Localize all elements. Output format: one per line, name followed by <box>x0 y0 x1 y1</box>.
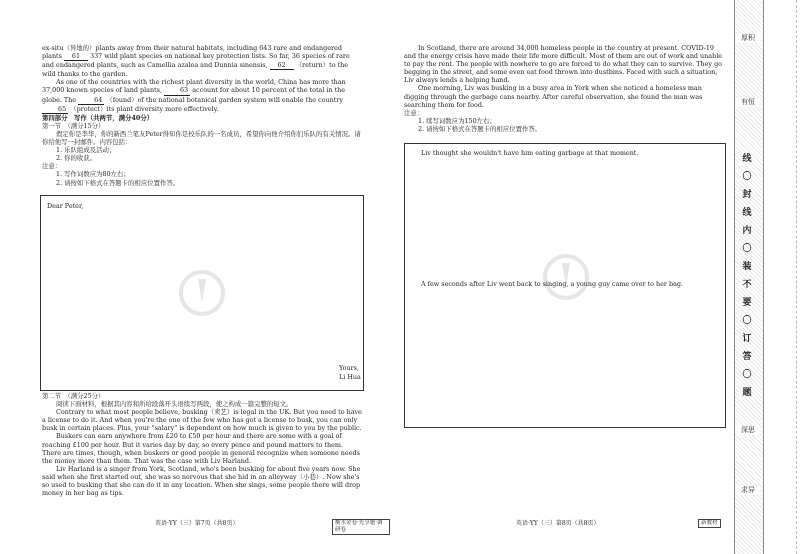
passage-paragraph: In Scotland, there are around 34,000 homeless people in the country at present. COVID-19 and the energy crisis have made their life more difficult. Most of them are out of work and unable to pay the rent. The people with nowhere to go are forced to do what they can to survive. They go begging in the street, and some even eat food thrown into dustbins. Faced with such a situation, Liv always lends a helping hand. <box>404 44 723 85</box>
page-footer-8: 英语·YY（三）第8页（共8页） <box>516 520 600 527</box>
cloze-text-2a: As one of the countries with the richest plant diversity in the world, China has more than 37,000 known species of land plants, <box>42 78 346 95</box>
binding-char: 订 <box>742 334 752 344</box>
watermark-logo-icon <box>179 270 225 316</box>
passage-paragraph: One morning, Liv was busking in a busy area in York when she noticed a homeless man digging through the garbage cans nearby. After careful observation, she found the man was searching them for food. <box>404 84 703 109</box>
note-label: 注意： <box>404 108 424 117</box>
cloze-passage-end <box>42 44 362 187</box>
binding-char: 要 <box>742 298 752 308</box>
binding-char: 内 <box>742 226 752 236</box>
binding-char: 封 <box>742 190 752 200</box>
section2-note: 2. 请按如下格式在答题卡的相应位置作答。 <box>418 124 542 133</box>
section2-passage <box>42 392 362 497</box>
passage-paragraph: Contrary to what most people believe, busking（卖艺）is legal in the UK. But you need to have a license to do it. And when you're the one of the few who has got a license to busk, you can only busk in certain places. Plus, your "salary" is dependent on how much is given to you by the public. <box>42 408 362 433</box>
blank-64: 64 <box>78 96 104 105</box>
binding-char: 答 <box>742 352 752 362</box>
section2-title: 第二节 （满分25分） <box>42 392 105 400</box>
section1-title: 第一节 （满分15分） <box>42 121 105 130</box>
page-footer-7: 英语·YY（三）第7页（共8页） <box>155 520 239 527</box>
section2-prompt: 阅读下面材料，根据其内容和所给段落开头语续写两段，使之构成一篇完整的短文。 <box>56 400 293 409</box>
cloze-text-1c: （return）to the wild thanks to the garden. <box>42 61 349 79</box>
blank-63: 63 <box>164 86 190 95</box>
new-textbook-tag: 新教材 <box>698 519 721 528</box>
blank-62: 62 <box>270 61 294 70</box>
part4-title: 第四部分 写作（共两节，满分40分） <box>42 113 154 122</box>
section2-note: 1. 续写词数应为150左右； <box>418 116 496 125</box>
continuation-start-1: Liv thought she wouldn't have him eating garbage at that moment. <box>421 149 639 157</box>
binding-char: 〇 <box>742 244 752 254</box>
note-label: 注意： <box>42 162 62 171</box>
cloze-text-2c: （found）of the national botanical garden system will enable the country <box>106 95 343 104</box>
section1-prompt: 假定你是李华，你的新西兰笔友Peter得知你是校乐队的一名成员，希望你向他介绍你们乐队的有关情况。请你给他写一封邮件。内容包括： <box>42 129 361 147</box>
right-page <box>392 0 732 554</box>
blank-65: 65 <box>42 105 68 114</box>
binding-char: 线 <box>742 208 752 218</box>
binding-char: 题 <box>742 388 752 398</box>
letter-salutation: Dear Peter, <box>47 202 84 210</box>
binding-sidebar <box>734 0 800 554</box>
center-tag: 衡水金卷·先享题·调研卷 <box>332 519 390 535</box>
letter-answer-box <box>40 195 364 391</box>
binding-char: 线 <box>742 154 752 164</box>
watermark-logo-icon <box>543 254 589 300</box>
binding-line-text <box>732 150 762 402</box>
passage-paragraph: Buskers can earn anywhere from £20 to £50 per hour and there are some with a goal of reaching £100 per hour. But it varies day by day, so every pence and pound matters to them. There are times, though, when buskers or good people in general recognize when someone needs the money more than them. That was the case with Liv Harland. <box>42 432 360 465</box>
sidebar-label-top: 有恒 <box>736 98 760 107</box>
letter-closing: Yours, <box>339 364 359 372</box>
binding-char: 不 <box>742 280 752 290</box>
cut-line <box>796 0 797 554</box>
binding-char: 装 <box>742 262 752 272</box>
section2-passage-cont <box>404 44 722 133</box>
sidebar-label-bottom: 深思 <box>736 426 760 435</box>
section1-item: 1. 乐队组成及活动； <box>56 146 116 155</box>
sidebar-label-bottom: 求异 <box>736 486 760 495</box>
cloze-text-2b: account for about 10 percent of the total in the globe. The <box>42 86 346 104</box>
binding-char: 〇 <box>742 172 752 182</box>
blank-61: 61 <box>64 52 88 61</box>
binding-char: 〇 <box>742 316 752 326</box>
sidebar-label-top: 厚积 <box>736 34 760 43</box>
continuation-start-2: A few seconds after Liv went back to singing, a young guy came over to her bag. <box>421 280 684 288</box>
cloze-text-2d: （protect）its plant diversity more effectively. <box>70 104 219 113</box>
cloze-text-1: ex-situ（异地的）plants away from their natural habitats, including 643 rare and endangered plants <box>42 44 342 61</box>
section1-note: 1. 写作词数应为80左右； <box>56 170 130 179</box>
section1-item: 2. 你的收获。 <box>56 154 97 163</box>
continuation-answer-box <box>404 143 726 428</box>
left-page <box>0 0 390 554</box>
passage-paragraph: Liv Harland is a singer from York, Scotland, who's been busking for about five years now. She said when she first started out, she was so nervous that she hid in an alleyway（小巷）. Now she's so used to busking that she can do it in any location. When she sings, some people there will drop money in her bag as tips. <box>42 464 361 498</box>
letter-signature: Li Hua <box>339 373 361 381</box>
binding-char: 〇 <box>742 370 752 380</box>
section1-note: 2. 请按如下格式在答题卡的相应位置作答。 <box>56 178 180 187</box>
cloze-text-1b: 337 wild plant species on national key protection lists. So far, 36 species of rare and endangered plants, such as Camellia azalea and Dunnia sinensis, <box>42 52 350 70</box>
